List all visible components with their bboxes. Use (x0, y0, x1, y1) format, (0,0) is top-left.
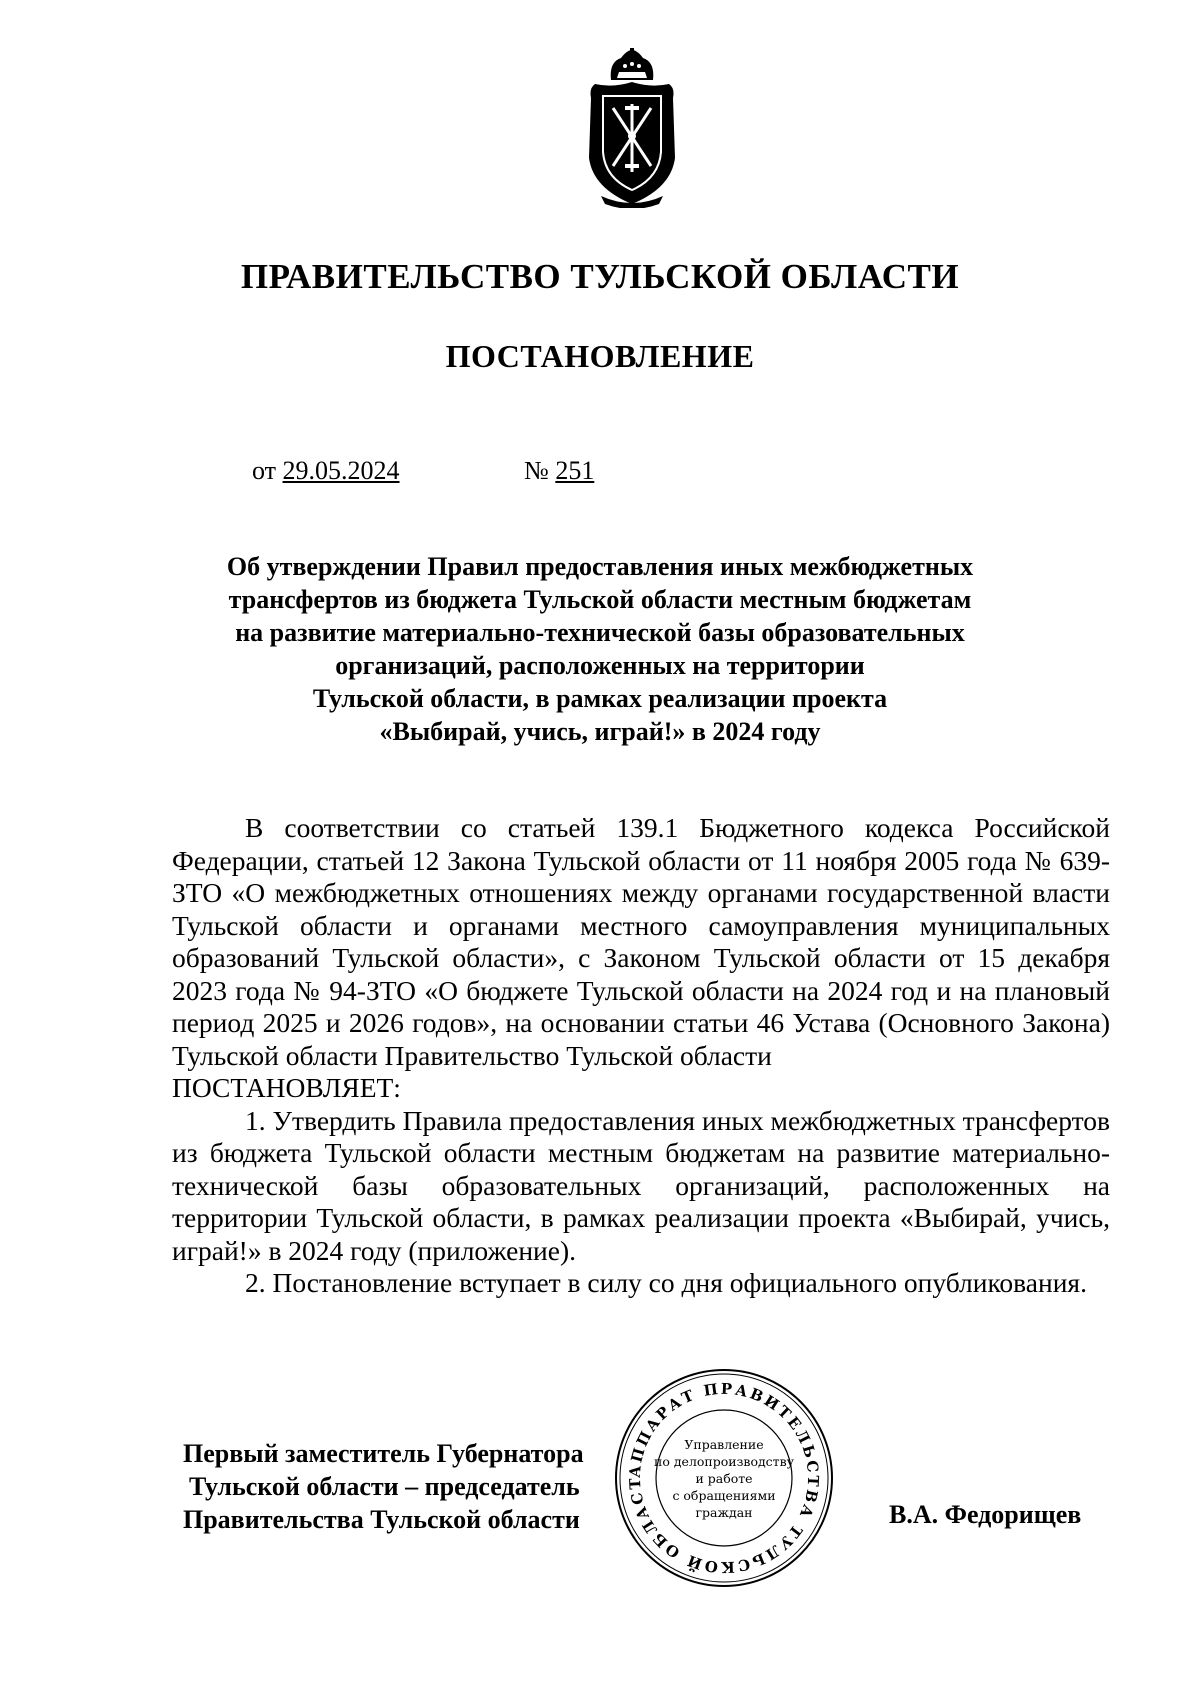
signatory-position (183, 1437, 584, 1536)
date-label: от (252, 456, 277, 485)
number-label: № (524, 456, 549, 485)
stamp-ring-text: АППАРАТ ПРАВИТЕЛЬСТВА ТУЛЬСКОЙ ОБЛАСТ (625, 1379, 823, 1577)
decree-word: ПОСТАНОВЛЯЕТ: (172, 1072, 401, 1103)
signatory-name: В.А. Федорищев (889, 1500, 1082, 1529)
subject-line: Об утверждении Правил предоставления иных межбюджетных (226, 552, 974, 581)
subject-line: организаций, расположенных на территории (335, 651, 865, 680)
document-type: ПОСТАНОВЛЕНИЕ (445, 338, 755, 374)
stamp-center-line: Управление (684, 1437, 764, 1452)
position-line: Правительства Тульской области (183, 1505, 580, 1534)
government-title: ПРАВИТЕЛЬСТВО ТУЛЬСКОЙ ОБЛАСТИ (240, 257, 960, 296)
item-1-paragraph: 1. Утвердить Правила предоставления иных межбюджетных трансфертов из бюджета Тульской области местным бюджетам на развитие материально-технической базы образовательных организаций, расположенных на территории Тульской области, в рамках реализации проекта «Выбирай, учись, играй!» в 2024 году (приложение). (172, 1104, 1110, 1266)
position-line: Тульской области – председатель (189, 1472, 580, 1501)
document-subject (170, 550, 1030, 748)
document-date: 29.05.2024 (282, 456, 400, 485)
stamp-center-line: с обращениями (672, 1488, 776, 1503)
document-body (172, 812, 1110, 1300)
document-number: 251 (555, 456, 595, 485)
stamp-center-line: и работе (695, 1471, 753, 1486)
tula-coat-of-arms-icon (581, 48, 683, 208)
subject-line: трансфертов из бюджета Тульской области местным бюджетам (228, 585, 972, 614)
subject-line: на развитие материально-технической базы образовательных (235, 618, 965, 647)
stamp-center-line: граждан (695, 1505, 753, 1520)
subject-line: Тульской области, в рамках реализации проекта (312, 684, 888, 713)
preamble-paragraph: В соответствии со статьей 139.1 Бюджетного кодекса Российской Федерации, статьей 12 Закона Тульской области от 11 ноября 2005 года № 639-ЗТО «О межбюджетных отношениях между органами государственной власти Тульской области и органами местного самоуправления муниципальных образований Тульской области», с Законом Тульской области от 15 декабря 2023 года № 94-ЗТО «О бюджете Тульской области на 2024 год и на плановый период 2025 и 2026 годов», на основании статьи 46 Устава (Основного Закона) Тульской области Правительство Тульской области (172, 812, 1110, 1071)
position-line: Первый заместитель Губернатора (183, 1439, 584, 1468)
stamp-center-line: по делопроизводству (654, 1454, 794, 1469)
official-stamp (613, 1367, 835, 1589)
item-2-paragraph: 2. Постановление вступает в силу со дня официального опубликования. (245, 1267, 1087, 1298)
dateline (252, 456, 595, 486)
subject-line: «Выбирай, учись, играй!» в 2024 году (379, 717, 821, 746)
document-number-block (524, 456, 594, 486)
